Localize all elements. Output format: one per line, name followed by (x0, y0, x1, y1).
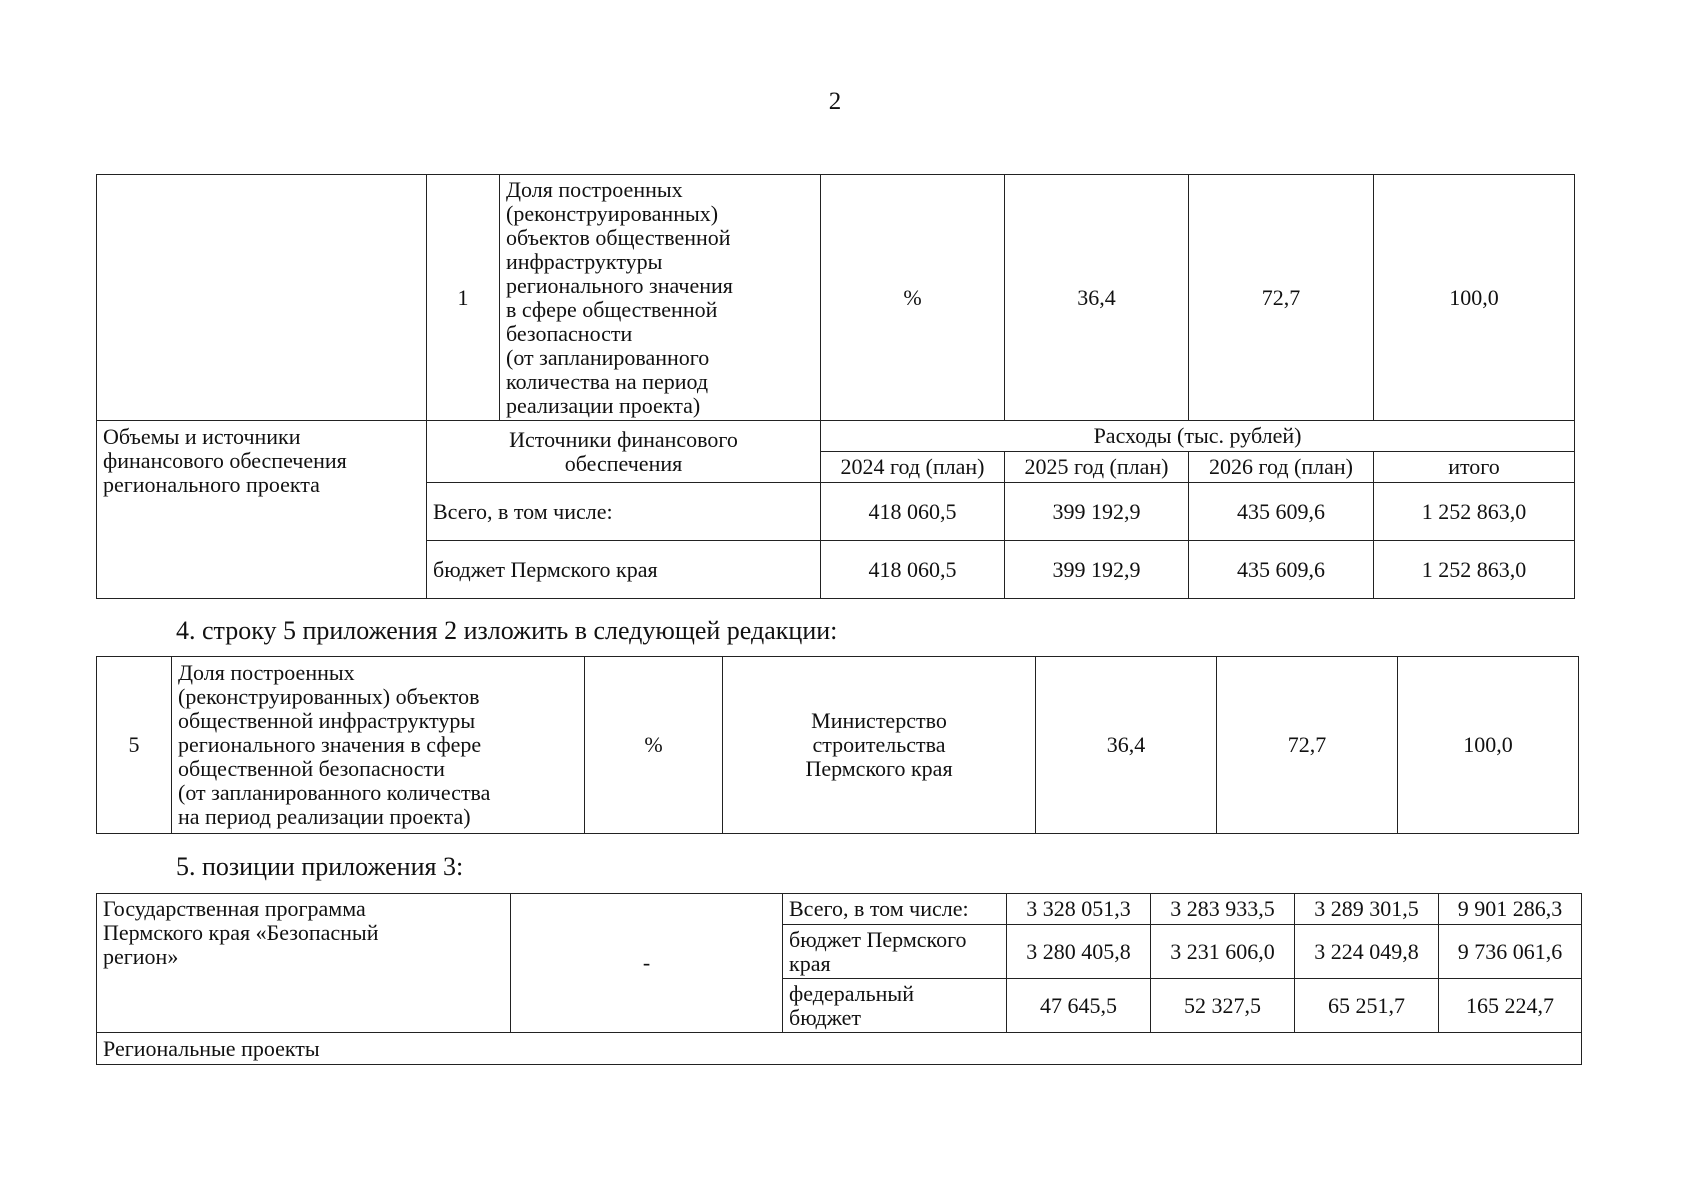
year-header-2024: 2024 год (план) (821, 452, 1005, 483)
value-2026: 100,0 (1374, 175, 1575, 421)
budget-2025: 399 192,9 (1005, 541, 1189, 599)
regional-budget-2025: 3 231 606,0 (1151, 925, 1295, 979)
value-2026: 100,0 (1398, 657, 1579, 834)
budget-2024: 418 060,5 (821, 541, 1005, 599)
unit-cell: % (821, 175, 1005, 421)
total-sum: 1 252 863,0 (1374, 483, 1575, 541)
regional-budget-sum: 9 736 061,6 (1439, 925, 1582, 979)
total-2026: 435 609,6 (1189, 483, 1374, 541)
federal-budget-sum: 165 224,7 (1439, 979, 1582, 1033)
program-finance-table (96, 893, 1582, 1065)
project-indicator-finance-table (96, 174, 1575, 599)
regional-projects-label: Региональные проекты (97, 1033, 1582, 1065)
federal-budget-2025: 52 327,5 (1151, 979, 1295, 1033)
sources-header: Источники финансового обеспечения (427, 421, 821, 483)
value-2024: 36,4 (1005, 175, 1189, 421)
regional-budget-2024: 3 280 405,8 (1007, 925, 1151, 979)
total-2024: 3 328 051,3 (1007, 894, 1151, 925)
dash-cell: - (511, 894, 783, 1033)
finance-label: Объемы и источники финансового обеспечения регионального проекта (97, 421, 427, 599)
total-row-label: Всего, в том числе: (783, 894, 1007, 925)
regional-budget-2026: 3 224 049,8 (1295, 925, 1439, 979)
page-number: 2 (828, 88, 842, 115)
total-sum: 9 901 286,3 (1439, 894, 1582, 925)
section-5-heading: 5. позиции приложения 3: (176, 852, 464, 881)
federal-budget-label: федеральный бюджет (783, 979, 1007, 1033)
empty-cell (97, 175, 427, 421)
unit-cell: % (585, 657, 723, 834)
budget-row-label: бюджет Пермского края (427, 541, 821, 599)
year-header-2026: 2026 год (план) (1189, 452, 1374, 483)
total-2025: 399 192,9 (1005, 483, 1189, 541)
row-number: 1 (427, 175, 500, 421)
budget-sum: 1 252 863,0 (1374, 541, 1575, 599)
indicator-row-5-table (96, 656, 1579, 834)
regional-budget-label: бюджет Пермского края (783, 925, 1007, 979)
budget-2026: 435 609,6 (1189, 541, 1374, 599)
total-2024: 418 060,5 (821, 483, 1005, 541)
value-2025: 72,7 (1189, 175, 1374, 421)
section-4-heading: 4. строку 5 приложения 2 изложить в следующей редакции: (176, 616, 838, 645)
total-row-label: Всего, в том числе: (427, 483, 821, 541)
indicator-name: Доля построенных (реконструированных) объектов общественной инфраструктуры регионального значения в сфере общественной безопасности (от запланированного количества на период реализации проекта) (172, 657, 585, 834)
total-header: итого (1374, 452, 1575, 483)
indicator-name: Доля построенных (реконструированных) объектов общественной инфраструктуры регионального значения в сфере общественной безопасности (от запланированного количества на период реализации проекта) (500, 175, 821, 421)
row-number: 5 (97, 657, 172, 834)
total-2025: 3 283 933,5 (1151, 894, 1295, 925)
year-header-2025: 2025 год (план) (1005, 452, 1189, 483)
federal-budget-2024: 47 645,5 (1007, 979, 1151, 1033)
total-2026: 3 289 301,5 (1295, 894, 1439, 925)
value-2024: 36,4 (1036, 657, 1217, 834)
responsible-ministry: Министерство строительства Пермского края (723, 657, 1036, 834)
federal-budget-2026: 65 251,7 (1295, 979, 1439, 1033)
value-2025: 72,7 (1217, 657, 1398, 834)
program-name: Государственная программа Пермского края «Безопасный регион» (97, 894, 511, 1033)
expenses-header: Расходы (тыс. рублей) (821, 421, 1575, 452)
